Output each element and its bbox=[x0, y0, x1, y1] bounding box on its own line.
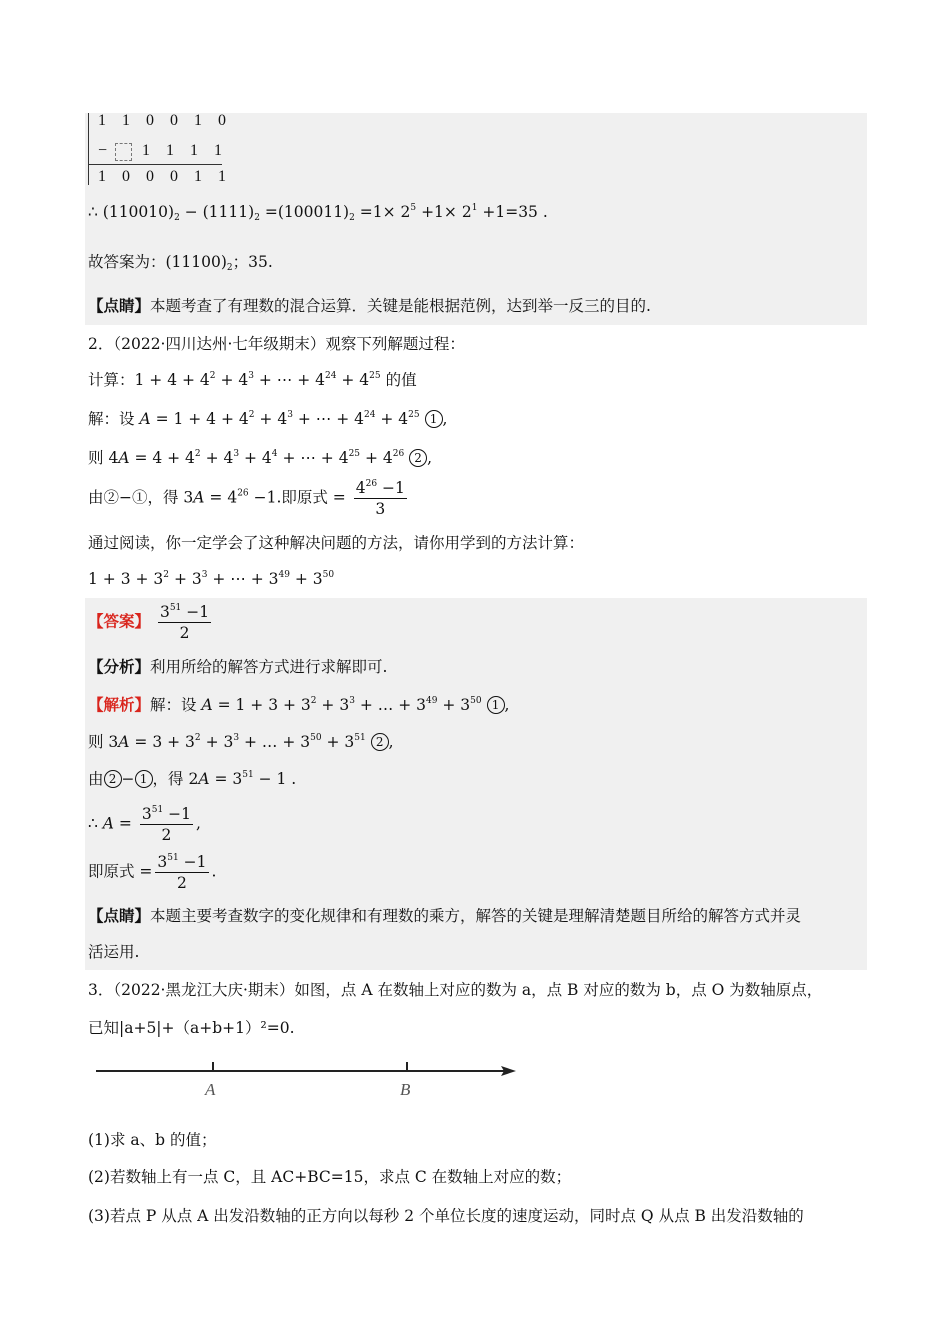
dianjing-2a: 【点睛】本题主要考查数字的变化规律和有理数的乘方，解答的关键是理解清楚题目所给的解答方式并灵 bbox=[88, 906, 802, 925]
q3-sub3: (3)若点 P 从点 A 出发沿数轴的正方向以每秒 2 个单位长度的速度运动，同时点 Q 从点 B 出发沿数轴的 bbox=[88, 1207, 804, 1225]
q2-header: 2．（2022·四川达州·七年级期末）观察下列解题过程： bbox=[88, 335, 465, 353]
answer-line: 故答案为：$(11100)_2$；35. bbox=[88, 253, 273, 273]
q2-set-a: 解：设 $A = 1 + 4 + 4^2 + 4^3$ + ⋯ + $4^{24} + 4^{25}$ 1 , bbox=[88, 410, 448, 428]
q2-jiexi: 【解析】解：设 $A = 1 + 3 + 3^2 + 3^3$ + … + $3^{49} + 3^{50}$ 1 , bbox=[88, 695, 510, 714]
binary-row-2: 1 1 1 1 bbox=[142, 142, 228, 159]
q1-vertical-rule bbox=[88, 113, 89, 185]
number-line bbox=[90, 1058, 530, 1088]
q3-known: 已知|a+5|+（a+b+1）²=0. bbox=[88, 1019, 295, 1037]
q2-4a: 则 $4A = 4 + 4^2 + 4^3 + 4^4$ + ⋯ + $4^{25} + 4^{26}$ 2 , bbox=[88, 449, 433, 467]
q2-3a: 则 $3A = 3 + 3^2 + 3^3$ + … + $3^{50} + 3^{51}$ 2 , bbox=[88, 733, 394, 751]
missing-digit-box bbox=[115, 143, 132, 161]
binary-row-1: 1 1 0 0 1 0 bbox=[98, 112, 232, 129]
binary-minus: − bbox=[98, 142, 114, 159]
binary-sum-rule bbox=[88, 164, 222, 165]
q2-analysis: 【分析】利用所给的解答方式进行求解即可. bbox=[88, 657, 388, 676]
therefore-line: ∴ $(110010)_2 - (1111)_2 =(100011)_2 =1\times 2^5 +1\times 2^1 +1=35$ . bbox=[88, 203, 548, 223]
binary-row-3: 1 0 0 0 1 1 bbox=[98, 168, 232, 185]
q2-calc: 计算：$1 + 4 + 4^2 + 4^3$ + ⋯ + $4^{24} + 4^{25}$ 的值 bbox=[88, 371, 417, 389]
q2-result: 由②−①，得 $3A = 4^{26} -1$.即原式 = $\frac{4^{26} -1}{3}$ bbox=[88, 479, 405, 518]
q3-sub2: (2)若数轴上有一点 C，且 AC+BC=15，求点 C 在数轴上对应的数； bbox=[88, 1168, 572, 1186]
q3-header: 3．（2022·黑龙江大庆·期末）如图，点 A 在数轴上对应的数为 a，点 B 对应的数为 b，点 O 为数轴原点， bbox=[88, 981, 823, 999]
q2-answer: 【答案】 $\frac{3^{51} -1}{2}$ bbox=[88, 603, 210, 642]
dianjing-2b: 活运用. bbox=[88, 943, 140, 961]
q2-2a: 由 2 − 1 ，得 $2A = 3^{51} - 1$ . bbox=[88, 770, 297, 788]
axis-label-a: A bbox=[205, 1080, 216, 1099]
axis-label-b: B bbox=[400, 1080, 411, 1099]
q2-a-eq: ∴ A = $\frac{3^{51} -1}{2}$ , bbox=[88, 805, 201, 844]
q2-yuanshi: 即原式 = $\frac{3^{51} -1}{2}$ . bbox=[88, 853, 217, 892]
q3-sub1: (1)求 a、b 的值； bbox=[88, 1131, 217, 1149]
dianjing-1: 【点睛】本题考查了有理数的混合运算．关键是能根据范例，达到举一反三的目的. bbox=[88, 296, 651, 315]
q2-task: $1 + 3 + 3^2 + 3^3$ + ⋯ + $3^{49} + 3^{50}$ bbox=[88, 570, 335, 588]
q2-reading: 通过阅读，你一定学会了这种解决问题的方法，请你用学到的方法计算： bbox=[88, 534, 585, 552]
fraction-4-26: $\frac{4^{26} -1}{3}$ bbox=[355, 479, 405, 518]
